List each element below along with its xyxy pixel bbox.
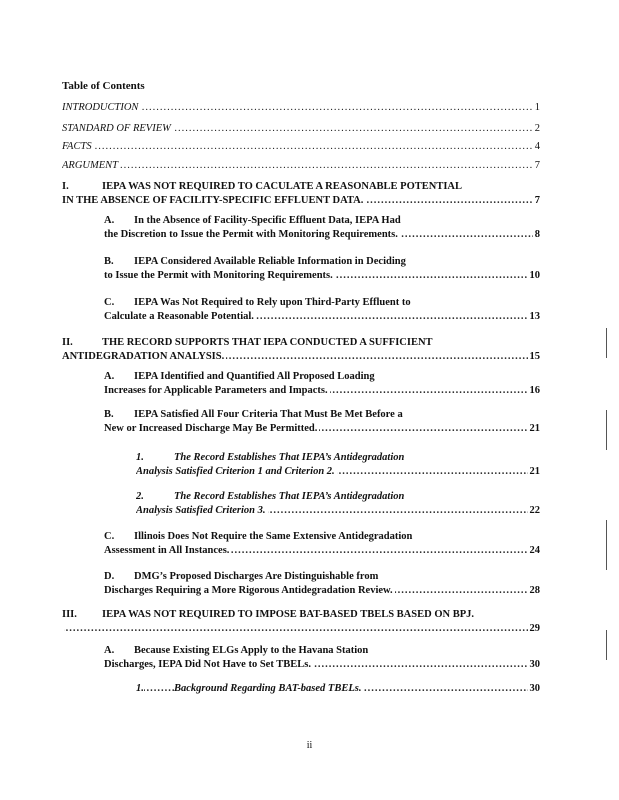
toc-subsection-letter: A. <box>104 645 115 656</box>
toc-entry-page: 28 <box>529 585 540 596</box>
toc-subsection-title-line2: Increases for Applicable Parameters and Impacts. <box>104 385 328 396</box>
toc-entry-page: 21 <box>529 423 540 434</box>
toc-subsubsection-number: 1. <box>136 683 144 694</box>
toc-subsection-letter: A. <box>104 371 115 382</box>
toc-entry-title: INTRODUCTION <box>62 102 139 113</box>
toc-subsection-letter: A. <box>104 215 115 226</box>
toc-entry-page: 13 <box>529 311 540 322</box>
toc-entry-page: 22 <box>529 505 540 516</box>
toc-entry-page: 30 <box>529 683 540 694</box>
toc-section-3[interactable] <box>62 608 540 636</box>
toc-entry-page: 15 <box>529 351 540 362</box>
toc-heading: Table of Contents <box>62 80 145 92</box>
toc-section-title-line2: ANTIDEGRADATION ANALYSIS. <box>62 351 225 362</box>
toc-entry-page: 7 <box>534 160 540 171</box>
toc-subsection-title-line1: Illinois Does Not Require the Same Extensive Antidegradation <box>134 531 413 542</box>
toc-subsection-title-line1: In the Absence of Facility-Specific Effluent Data, IEPA Had <box>134 215 401 226</box>
toc-entry-page: 4 <box>534 141 540 152</box>
toc-subsection-1b[interactable] <box>104 255 540 283</box>
toc-entry-page: 2 <box>534 123 540 134</box>
margin-mark <box>606 630 607 660</box>
toc-entry-facts[interactable] <box>62 140 540 154</box>
toc-subsection-title-line2: Discharges Requiring a More Rigorous Antidegradation Review. <box>104 585 393 596</box>
toc-subsection-title-line1: DMG’s Proposed Discharges Are Distinguishable from <box>134 571 379 582</box>
toc-subsection-title-line2: the Discretion to Issue the Permit with Monitoring Requirements. <box>104 229 398 240</box>
toc-section-2[interactable] <box>62 336 540 364</box>
margin-mark <box>606 328 607 358</box>
toc-subsection-2b[interactable] <box>104 408 540 436</box>
toc-subsection-title-line2: New or Increased Discharge May Be Permitted. <box>104 423 318 434</box>
toc-subsection-title-line1: IEPA Considered Available Reliable Information in Deciding <box>134 256 406 267</box>
toc-section-title-line2: IN THE ABSENCE OF FACILITY-SPECIFIC EFFLUENT DATA. <box>62 195 364 206</box>
page-number: ii <box>306 740 313 751</box>
toc-subsection-2d[interactable] <box>104 570 540 598</box>
toc-entry-title: STANDARD OF REVIEW <box>62 123 171 134</box>
toc-section-1[interactable] <box>62 180 540 208</box>
toc-entry-page: 8 <box>534 229 540 240</box>
toc-subsubsection-3a1[interactable] <box>136 682 540 696</box>
toc-subsubsection-title-line2: Analysis Satisfied Criterion 1 and Criterion 2. <box>136 466 335 477</box>
toc-subsection-title-line2: Assessment in All Instances. <box>104 545 230 556</box>
toc-subsubsection-title-line1: The Record Establishes That IEPA’s Antidegradation <box>174 491 405 502</box>
margin-mark <box>606 410 607 450</box>
toc-subsection-title-line1: IEPA Identified and Quantified All Proposed Loading <box>134 371 375 382</box>
toc-subsection-3a[interactable] <box>104 644 540 672</box>
toc-subsubsection-2b2[interactable] <box>136 490 540 518</box>
toc-section-number: I. <box>62 181 69 192</box>
toc-subsection-title-line1: IEPA Was Not Required to Rely upon Third-Party Effluent to <box>134 297 411 308</box>
toc-subsection-2c[interactable] <box>104 530 540 558</box>
toc-entry-page: 10 <box>529 270 540 281</box>
toc-subsection-1a[interactable] <box>104 214 540 242</box>
toc-entry-page: 7 <box>534 195 540 206</box>
toc-subsection-title-line2: Discharges, IEPA Did Not Have to Set TBELs. <box>104 659 311 670</box>
margin-mark <box>606 520 607 570</box>
toc-subsection-title-line2: Calculate a Reasonable Potential. <box>104 311 254 322</box>
toc-subsubsection-number: 1. <box>136 452 144 463</box>
toc-subsubsection-title-line1: Background Regarding BAT-based TBELs. <box>174 683 362 694</box>
toc-subsubsection-2b1[interactable] <box>136 451 540 479</box>
toc-entry-page: 21 <box>529 466 540 477</box>
toc-subsection-letter: B. <box>104 409 114 420</box>
toc-subsection-title-line2: to Issue the Permit with Monitoring Requirements. <box>104 270 333 281</box>
toc-entry-page: 30 <box>529 659 540 670</box>
toc-subsubsection-number: 2. <box>136 491 144 502</box>
toc-section-title-line1: IEPA WAS NOT REQUIRED TO IMPOSE BAT-BASED TBELS BASED ON BPJ. <box>102 609 474 620</box>
toc-subsection-letter: C. <box>104 297 115 308</box>
toc-subsection-title-line1: Because Existing ELGs Apply to the Havana Station <box>134 645 369 656</box>
toc-entry-page: 24 <box>529 545 540 556</box>
toc-section-number: III. <box>62 609 77 620</box>
toc-section-title-line1: THE RECORD SUPPORTS THAT IEPA CONDUCTED A SUFFICIENT <box>102 337 433 348</box>
toc-entry-page: 16 <box>529 385 540 396</box>
toc-subsection-letter: B. <box>104 256 114 267</box>
toc-entry-page: 29 <box>529 623 540 634</box>
toc-subsection-letter: D. <box>104 571 115 582</box>
toc-entry-standard-of-review[interactable] <box>62 122 540 136</box>
toc-subsubsection-title-line1: The Record Establishes That IEPA’s Antidegradation <box>174 452 405 463</box>
toc-section-number: II. <box>62 337 73 348</box>
toc-entry-title: FACTS <box>62 141 92 152</box>
toc-section-title-line1: IEPA WAS NOT REQUIRED TO CACULATE A REASONABLE POTENTIAL <box>102 181 463 192</box>
toc-entry-introduction[interactable] <box>62 101 540 115</box>
toc-subsection-2a[interactable] <box>104 370 540 398</box>
toc-entry-page: 1 <box>534 102 540 113</box>
toc-subsection-title-line1: IEPA Satisfied All Four Criteria That Must Be Met Before a <box>134 409 403 420</box>
toc-entry-argument[interactable] <box>62 159 540 173</box>
toc-entry-title: ARGUMENT <box>62 160 118 171</box>
toc-subsubsection-title-line2: Analysis Satisfied Criterion 3. <box>136 505 266 516</box>
toc-subsection-letter: C. <box>104 531 115 542</box>
toc-subsection-1c[interactable] <box>104 296 540 324</box>
